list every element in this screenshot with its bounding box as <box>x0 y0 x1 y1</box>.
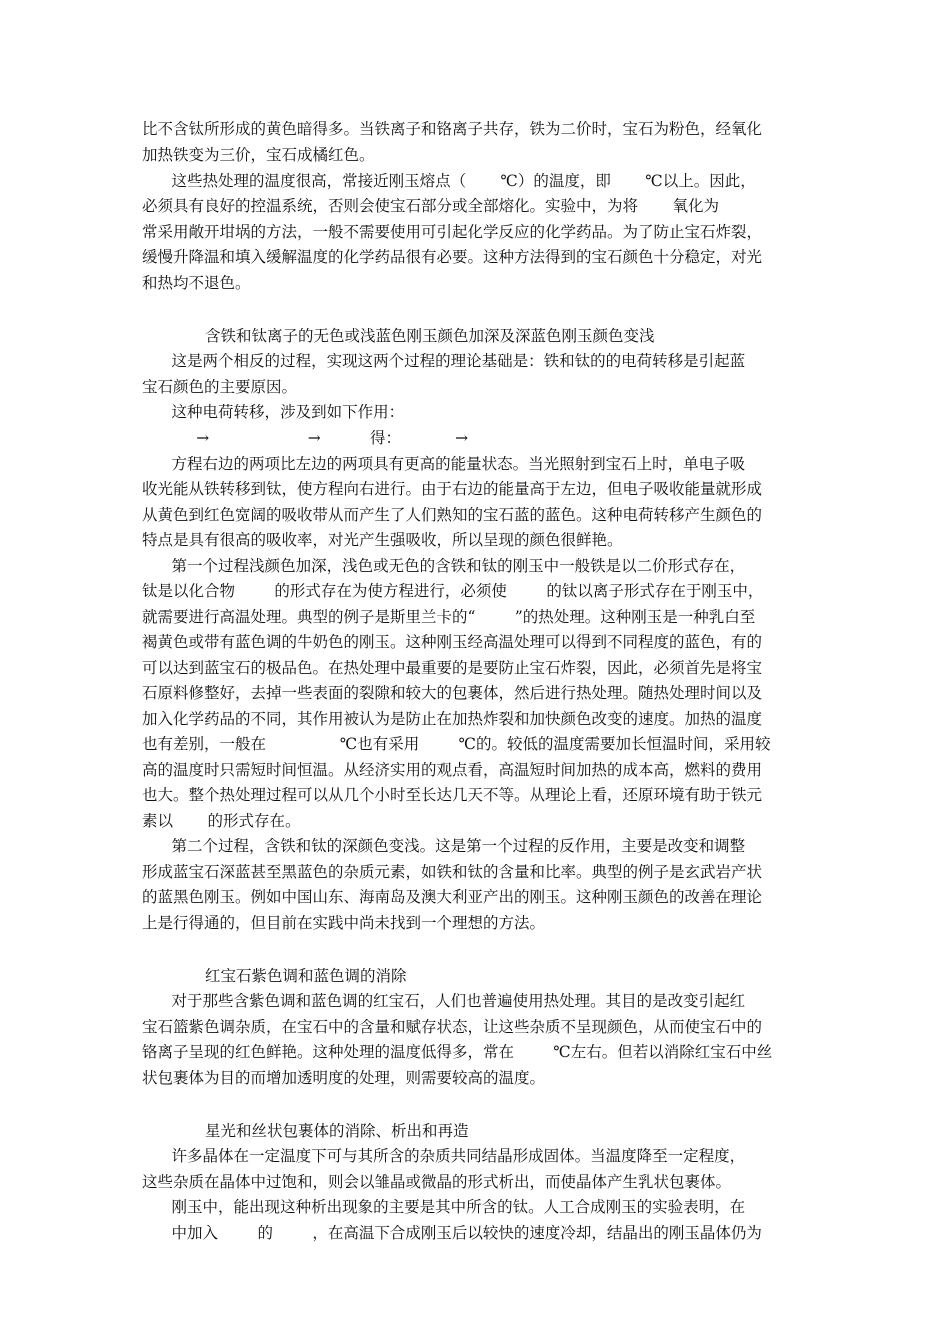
text-line: 这些杂质在晶体中过饱和，则会以雏晶或微晶的形式析出，而使晶体产生乳状包裹体。 <box>142 1173 732 1191</box>
text-line: 钛是以化合物 的形式存在为使方程进行，必须使 的钛以离子形式存在于刚玉中， <box>142 582 764 600</box>
text-line: 刚玉中，能出现这种析出现象的主要是其中所含的钛。人工合成刚玉的实验表明，在 <box>142 1198 746 1216</box>
text-line: 宝石颜色的主要原因。 <box>142 378 298 396</box>
text-line: 石原料修整好，去掉一些表面的裂隙和较大的包裹体，然后进行热处理。随热处理时间以及 <box>142 684 763 702</box>
text-line: → → 得： → <box>142 429 469 447</box>
text-line: 常采用敞开坩埚的方法，一般不需要使用可引起化学反应的化学药品。为了防止宝石炸裂， <box>142 223 763 241</box>
text-line: 宝石篮紫色调杂质，在宝石中的含量和赋存状态，让这些杂质不呈现颜色，从而使宝石中的 <box>142 1018 763 1036</box>
text-line: 素以 的形式存在。 <box>142 812 301 830</box>
section-heading: 红宝石紫色调和蓝色调的消除 <box>205 967 407 985</box>
section-heading: 含铁和钛离子的无色或浅蓝色刚玉颜色加深及深蓝色刚玉颜色变浅 <box>205 327 655 345</box>
text-line: 这是两个相反的过程，实现这两个过程的理论基础是：铁和钛的的电荷转移是引起蓝 <box>142 352 746 370</box>
text-line: 第二个过程，含铁和钛的深颜色变浅。这是第一个过程的反作用，主要是改变和调整 <box>142 837 746 855</box>
text-line: 就需要进行高温处理。典型的例子是斯里兰卡的“ ”的热处理。这种刚玉是一种乳白至 <box>142 608 756 626</box>
text-line: 褐黄色或带有蓝色调的牛奶色的刚玉。这种刚玉经高温处理可以得到不同程度的蓝色，有的 <box>142 633 763 651</box>
text-line: 的蓝黑色刚玉。例如中国山东、海南岛及澳大利亚产出的刚玉。这种刚玉颜色的改善在理论 <box>142 888 763 906</box>
text-line: 比不含钛所形成的黄色暗得多。当铁离子和铬离子共存，铁为二价时，宝石为粉色，经氧化 <box>142 120 763 138</box>
text-line: 这种电荷转移，涉及到如下作用： <box>142 403 405 421</box>
text-line: 中加入 的 ，在高温下合成刚玉后以较快的速度冷却，结晶出的刚玉晶体仍为 <box>142 1224 762 1242</box>
text-line: 铬离子呈现的红色鲜艳。这种处理的温度低得多，常在 ℃左右。但若以消除红宝石中丝 <box>142 1043 773 1061</box>
text-line: 状包裹体为目的而增加透明度的处理，则需要较高的温度。 <box>142 1069 546 1087</box>
text-line: 必须具有良好的控温系统，否则会使宝石部分或全部熔化。实验中，为将 氧化为 <box>142 197 719 215</box>
text-line: 收光能从铁转移到钛，使方程向右进行。由于右边的能量高于左边，但电子吸收能量就形成 <box>142 480 763 498</box>
section-heading: 星光和丝状包裹体的消除、析出和再造 <box>205 1122 469 1140</box>
text-line: 加入化学药品的不同，其作用被认为是防止在加热炸裂和加快颜色改变的速度。加热的温度 <box>142 710 763 728</box>
text-line: 这些热处理的温度很高，常接近刚玉熔点（ ℃）的温度，即 ℃以上。因此， <box>142 172 756 190</box>
text-line: 缓慢升降温和填入缓解温度的化学药品很有必要。这种方法得到的宝石颜色十分稳定，对光 <box>142 248 763 266</box>
text-line: 可以达到蓝宝石的极品色。在热处理中最重要的是要防止宝石炸裂，因此，必须首先是将宝 <box>142 659 763 677</box>
text-line: 高的温度时只需短时间恒温。从经济实用的观点看，高温短时间加热的成本高，燃料的费用 <box>142 761 763 779</box>
text-line: 也大。整个热处理过程可以从几个小时至长达几天不等。从理论上看，还原环境有助于铁元 <box>142 786 763 804</box>
text-line: 也有差别，一般在 ℃也有采用 ℃的。较低的温度需要加长恒温时间，采用较 <box>142 735 771 753</box>
text-line: 从黄色到红色宽阔的吸收带从而产生了人们熟知的宝石蓝的蓝色。这种电荷转移产生颜色的 <box>142 506 763 524</box>
text-line: 和热均不退色。 <box>142 274 251 292</box>
text-line: 方程右边的两项比左边的两项具有更高的能量状态。当光照射到宝石上时，单电子吸 <box>142 455 746 473</box>
text-line: 形成蓝宝石深蓝甚至黑蓝色的杂质元素，如铁和钛的含量和比率。典型的例子是玄武岩产状 <box>142 863 763 881</box>
text-line: 第一个过程浅颜色加深，浅色或无色的含铁和钛的刚玉中一般铁是以二价形式存在， <box>142 557 746 575</box>
text-line: 加热铁变为三价，宝石成橘红色。 <box>142 146 375 164</box>
text-line: 许多晶体在一定温度下可与其所含的杂质共同结晶形成固体。当温度降至一定程度， <box>142 1147 746 1165</box>
text-line: 对于那些含紫色调和蓝色调的红宝石，人们也普遍使用热处理。其目的是改变引起红 <box>142 992 746 1010</box>
text-line: 特点是具有很高的吸收率，对光产生强吸收，所以呈现的颜色很鲜艳。 <box>142 531 623 549</box>
text-line: 上是行得通的，但目前在实践中尚未找到一个理想的方法。 <box>142 914 546 932</box>
